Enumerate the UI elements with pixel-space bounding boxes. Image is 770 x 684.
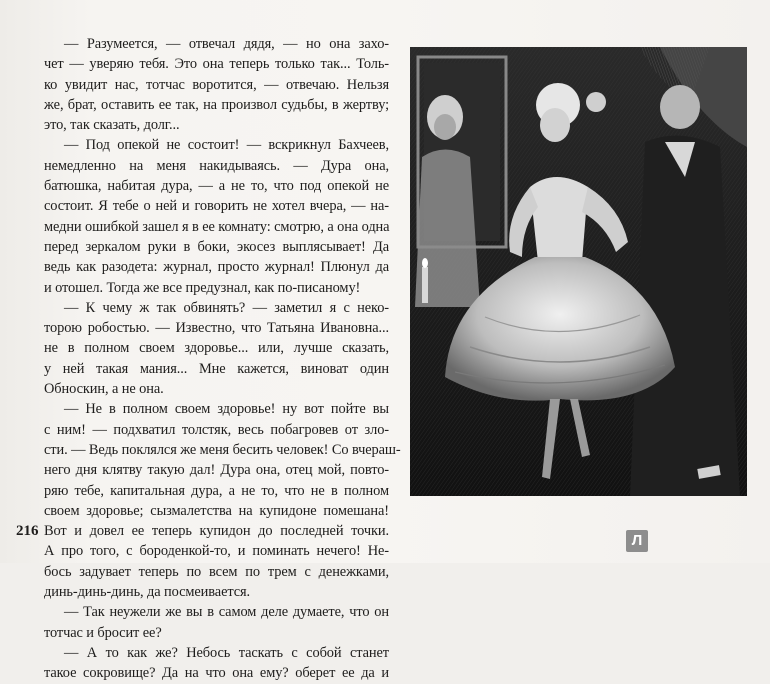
text-line: — Не в полном своем здоровье! ну вот пойте вы xyxy=(64,401,389,418)
text-line: с ним! — подхватил толстяк, весь побагровев от зло- xyxy=(44,421,389,438)
text-line: ряю тебе, капитальная дура, а не то, что не в полном xyxy=(44,482,389,499)
text-line: — Разумеется, — отвечал дядя, — но она захо- xyxy=(64,36,389,52)
text-line: — К чему ж так обвинять? — заметил я с неко- xyxy=(64,299,389,316)
text-line: сти. — Ведь поклялся же меня бесить человек! Со вчераш- xyxy=(44,441,401,458)
text-line: — Под опекой не состоит! — вскрикнул Бахчеев, xyxy=(64,137,389,154)
text-line: — Так неужели же вы в самом деле думаете, что он xyxy=(64,604,389,621)
text-line: него дня клятву такую дал! Дура она, отец мой, повто- xyxy=(44,462,389,479)
text-line: ко увидит нас, тотчас воротится, — отвечаю. Нельзя xyxy=(44,76,389,93)
text-line: своем здоровье; сызмалетства на купидоне помешана! xyxy=(44,502,389,519)
text-line: это, так сказать, долг... xyxy=(44,117,180,134)
text-line: такое сокровище? Да на что она ему? оберет ее да и xyxy=(44,665,389,682)
publisher-logo-letter: Л xyxy=(631,531,643,549)
text-line: А про того, с бороденкой-то, и поминать нечего! Не- xyxy=(44,543,389,560)
text-line: чет — уверяю тебя. Это она теперь только так... Толь- xyxy=(44,56,389,73)
text-line: немедленно на меня накидываясь. — Дура она, xyxy=(44,157,389,174)
text-line: — А то как же? Небось таскать с собой станет xyxy=(64,644,389,661)
text-line: не в полном своем здоровье... или, лучше сказать, xyxy=(44,340,389,357)
text-line: и отошел. Тогда же все предузнал, как по-писаному! xyxy=(44,279,361,296)
publisher-logo-icon xyxy=(626,530,648,552)
text-line: бось задувает теперь по всем по трем с денежками, xyxy=(44,563,389,580)
text-column xyxy=(44,34,401,684)
text-line: торою робостью. — Известно, что Татьяна Ивановна... xyxy=(44,320,389,337)
page-number: 216 xyxy=(16,523,39,539)
face xyxy=(540,108,570,142)
illustration xyxy=(410,47,747,496)
man-head xyxy=(660,85,700,129)
text-line: батюшка, набитая дура, — а не то, что под опекой не xyxy=(44,178,389,195)
candle xyxy=(422,267,428,303)
text-line: ведь как разодета: журнал, просто журнал! Плюнул да xyxy=(44,259,389,276)
text-line: Обноскин, а не она. xyxy=(44,381,164,398)
text-line: медни ошибкой зашел я в ее комнату: смотрю, а она одна xyxy=(44,218,390,235)
text-line: же, брат, оставить ее так, на произвол судьбы, в жертву; xyxy=(44,96,389,113)
text-line: состоит. Я тебе о ней и говорить не хотел вчера, — на- xyxy=(44,198,389,215)
bodice xyxy=(530,177,588,262)
text-line: тотчас и бросит ее? xyxy=(44,624,162,641)
text-line: динь-динь-динь, да посмеивается. xyxy=(44,584,251,601)
text-line: у ней такая мания... Мне кажется, виноват один xyxy=(44,360,389,377)
text-line: перед зеркалом руки в боки, экосез выплясывает! Да xyxy=(44,238,389,255)
text-line: Вот и довел ее теперь купидон до последней точки. xyxy=(44,523,389,540)
engraving-illustration xyxy=(410,47,747,496)
